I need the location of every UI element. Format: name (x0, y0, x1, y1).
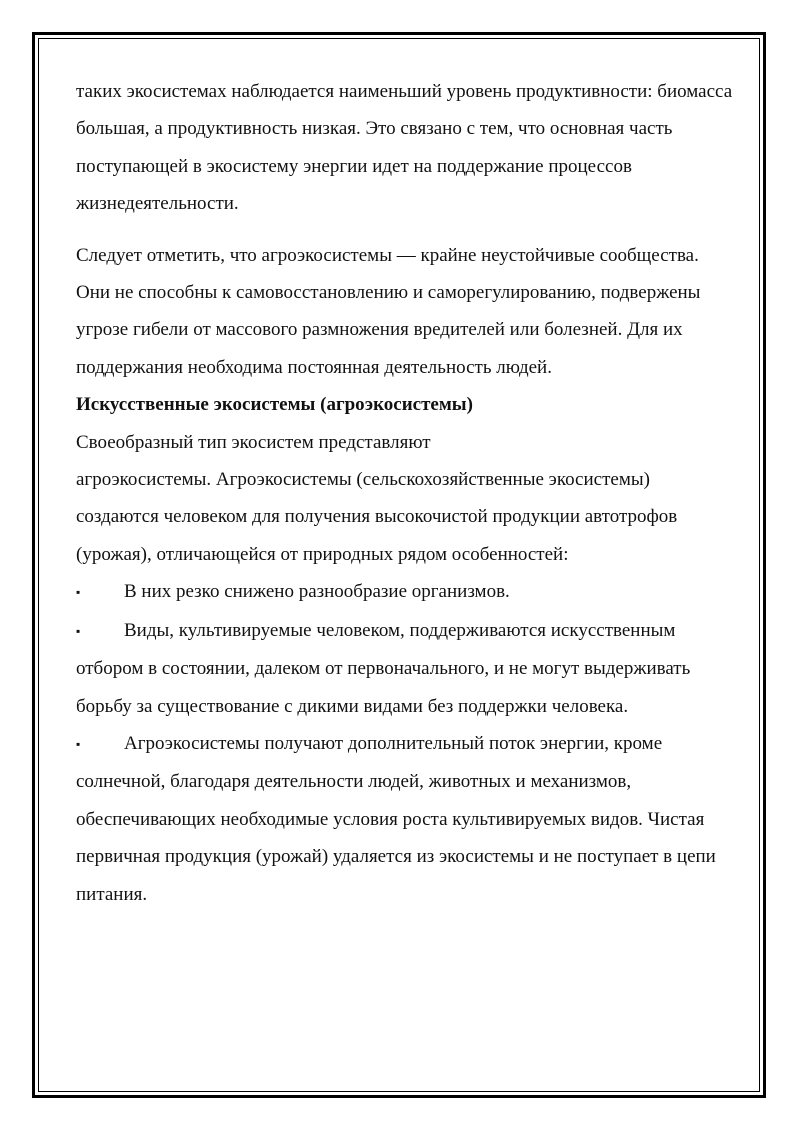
intro-line-1: Своеобразный тип экосистем представляют (76, 431, 431, 453)
bullet-item-3 (76, 725, 736, 913)
bullet-item-2 (76, 612, 736, 725)
paragraph-productivity: таких экосистемах наблюдается наименьший уровень продуктивности: биомасса большая, а продуктивность низкая. Это связано с тем, что основная часть поступающей в экосистему энергии идет на поддержание процессов жизнедеятельности. (76, 81, 733, 215)
section-heading: Искусственные экосистемы (агроэкосистемы) (76, 394, 473, 416)
bullet-marker: ▪ (76, 623, 81, 638)
bullet-item-1 (76, 573, 736, 611)
bullet-text: Виды, культивируемые человеком, поддерживаются искусственным отбором в состоянии, далеком от первоначального, и не могут выдерживать борьбу за существование с дикими видами без поддержки человека. (76, 619, 691, 717)
intro-line-2: агроэкосистемы. Агроэкосистемы (сельскохозяйственные экосистемы) создаются человеком для получения высокочистой продукции автотрофов (урожая), отличающейся от природных рядом особенностей: (76, 469, 678, 565)
bullet-text: В них резко снижено разнообразие организмов. (124, 581, 510, 603)
bullet-marker: ▪ (76, 736, 81, 751)
paragraph-agroecosystems-unstable: Следует отметить, что агроэкосистемы — крайне неустойчивые сообщества. Они не способны к самовосстановлению и саморегулированию, подвержены угрозе гибели от массового размножения вредителей или болезней. Для их поддержания необходима постоянная деятельность людей. (76, 244, 701, 378)
bullet-marker: ▪ (76, 585, 81, 600)
document-body (76, 73, 736, 913)
bullet-text: Агроэкосистемы получают дополнительный поток энергии, кроме солнечной, благодаря деятельности людей, животных и механизмов, обеспечивающих необходимые условия роста культивируемых видов. Чистая первичная продукция (урожай) удаляется из экосистемы и не поступает в цепи питания. (76, 732, 716, 905)
